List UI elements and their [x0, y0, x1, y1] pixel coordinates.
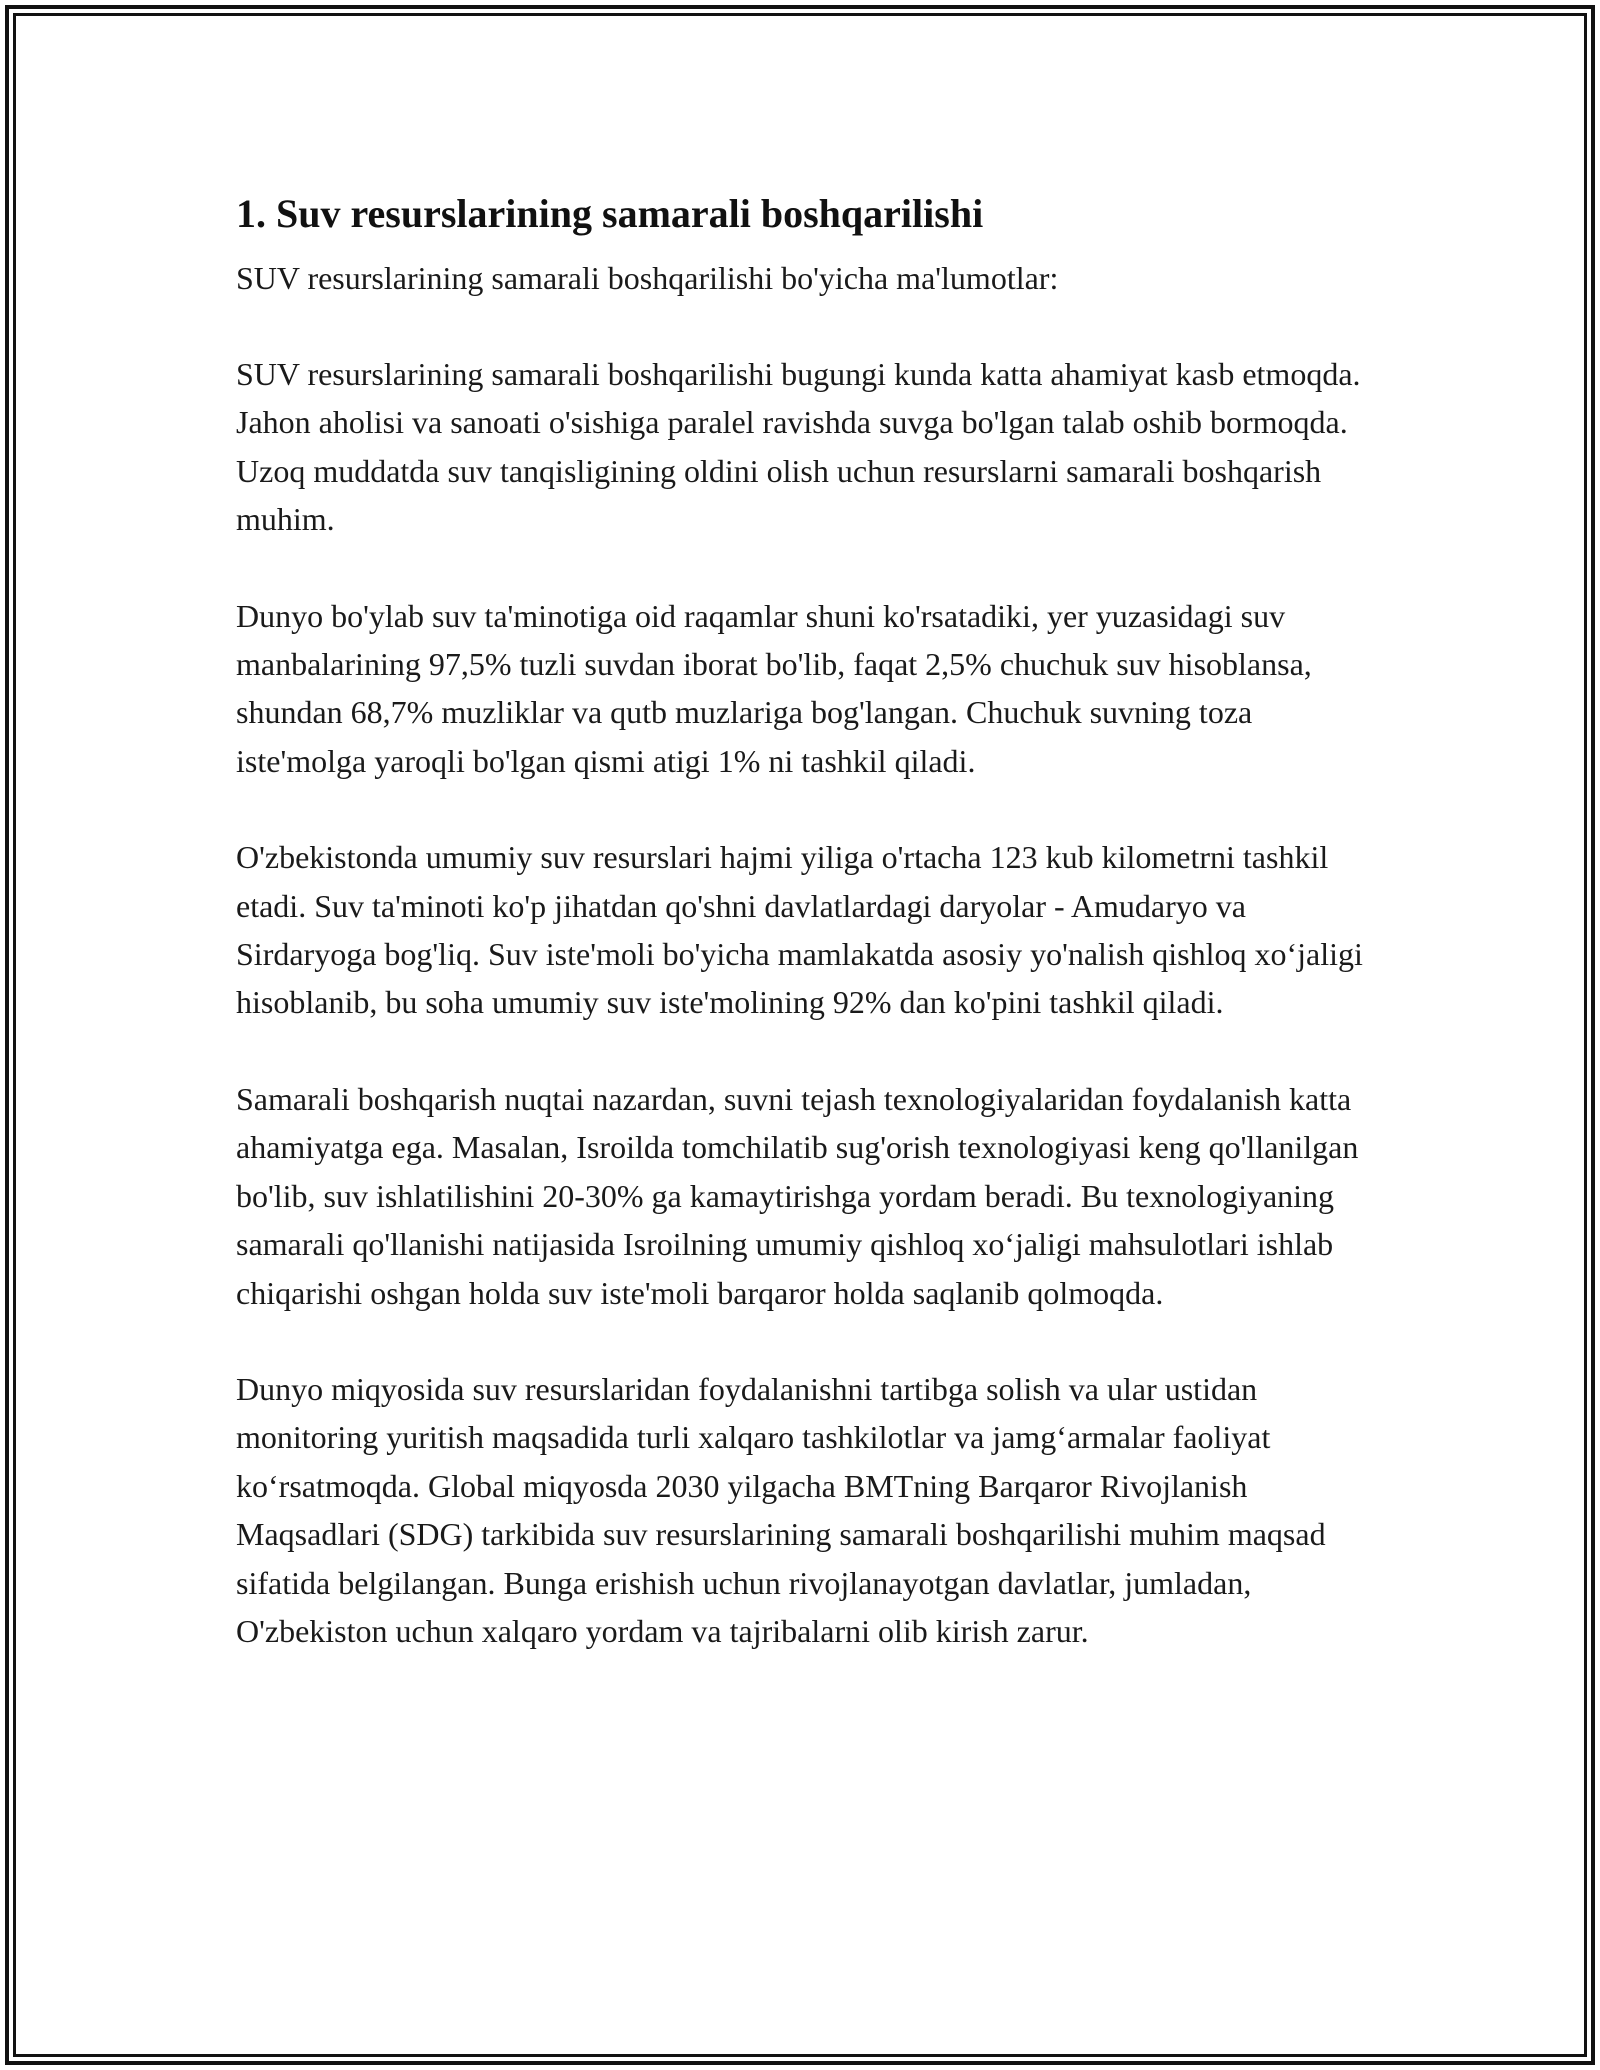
intro-paragraph: SUV resurslarining samarali boshqarilishi bo'yicha ma'lumotlar: [236, 260, 1059, 296]
paragraph-water-saving-tech: Samarali boshqarish nuqtai nazardan, suvni tejash texnologiyalaridan foydalanish katta ahamiyatga ega. Masalan, Isroilda tomchilatib sug'orish texnologiyasi keng qo'llanilgan bo'lib, suv ishlatilishini 20-30% ga kamaytirishga yordam beradi. Bu texnologiyaning samarali qo'llanishi natijasida Isroilning umumiy qishloq xo‘jaligi mahsulotlari ishlab chiqarishi oshgan holda suv iste'moli barqaror holda saqlanib qolmoqda. [236, 1080, 1359, 1311]
paragraph-international-efforts: Dunyo miqyosida suv resurslaridan foydalanishni tartibga solish va ular ustidan monitoring yuritish maqsadida turli xalqaro tashkilotlar va jamg‘armalar faoliyat ko‘rsatmoqda. Global miqyosda 2030 yilgacha BMTning Barqaror Rivojlanish Maqsadlari (SDG) tarkibida suv resurslarining samarali boshqarilishi muhim maqsad sifatida belgilangan. Bunga erishish uchun rivojlanayotgan davlatlar, jumladan, O'zbekiston uchun xalqaro yordam va tajribalarni olib kirish zarur. [236, 1370, 1326, 1649]
paragraph-uzbekistan-resources: O'zbekistonda umumiy suv resurslari hajmi yiliga o'rtacha 123 kub kilometrni tashkil etadi. Suv ta'minoti ko'p jihatdan qo'shni davlatlardagi daryolar - Amudaryo va Sirdaryoga bog'liq. Suv iste'moli bo'yicha mamlakatda asosiy yo'nalish qishloq xo‘jaligi hisoblanib, bu soha umumiy suv iste'molining 92% dan ko'pini tashkil qiladi. [236, 839, 1363, 1021]
document-body [236, 186, 1376, 1655]
paragraph-global-water-stats: Dunyo bo'ylab suv ta'minotiga oid raqamlar shuni ko'rsatadiki, yer yuzasidagi suv manbalarining 97,5% tuzli suvdan iborat bo'lib, faqat 2,5% chuchuk suv hisoblansa, shundan 68,7% muzliklar va qutb muzlariga bog'langan. Chuchuk suvning toza iste'molga yaroqli bo'lgan qismi atigi 1% ni tashkil qiladi. [236, 597, 1312, 779]
paragraph-demand: SUV resurslarining samarali boshqarilishi bugungi kunda katta ahamiyat kasb etmoqda. Jahon aholisi va sanoati o'sishiga paralel ravishda suvga bo'lgan talab oshib bormoqda. Uzoq muddatda suv tanqisligining oldini olish uchun resurslarni samarali boshqarish muhim. [236, 356, 1361, 538]
section-heading: 1. Suv resurslarining samarali boshqarilishi [236, 191, 984, 236]
